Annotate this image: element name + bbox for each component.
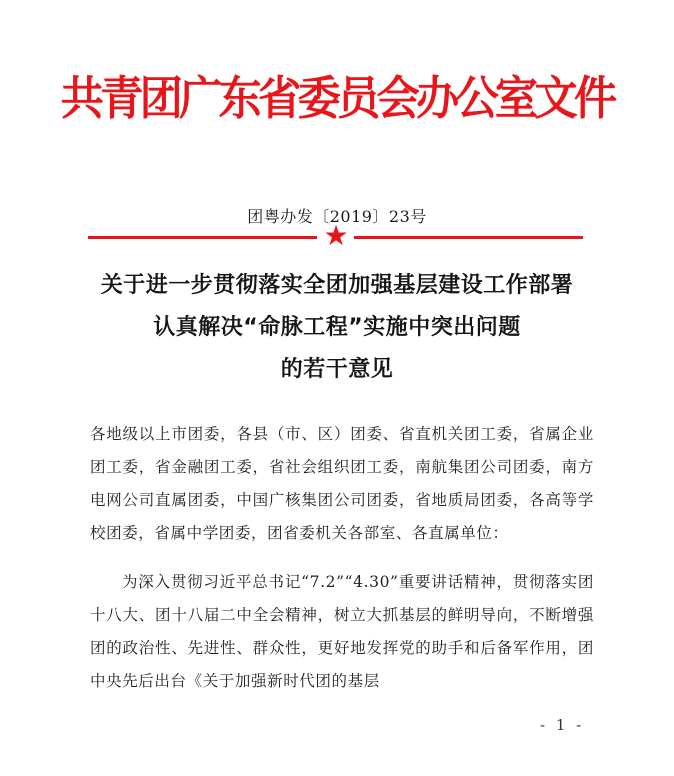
- document-masthead: 共青团广东省委员会办公室文件: [60, 71, 614, 125]
- recipients-paragraph: 各地级以上市团委，各县（市、区）团委、省直机关团工委，省属企业团工委，省金融团工委，省社会组织团工委，南航集团公司团委，南方电网公司直属团委，中国广核集团公司团委，省地质局团委，各高等学校团委，省属中学团委，团省委机关各部室、各直属单位：: [90, 425, 594, 542]
- red-star-icon: ★: [323, 219, 349, 252]
- document-title-line-1: 关于进一步贯彻落实全团加强基层建设工作部署: [100, 273, 574, 298]
- red-divider-right: [354, 236, 583, 239]
- body-paragraph-1: 为深入贯彻习近平总书记“7.2”“4.30”重要讲话精神，贯彻落实团十八大、团十八届二中全会精神，树立大抓基层的鲜明导向，不断增强团的政治性、先进性、群众性，更好地发挥党的助手和后备军作用，团中央先后出台《关于加强新时代团的基层: [90, 573, 594, 690]
- red-divider-left: [88, 236, 317, 239]
- page-number: - 1 -: [540, 716, 585, 734]
- document-title-line-2: 认真解决“命脉工程”实施中突出问题: [153, 315, 521, 340]
- document-number: 团粤办发〔2019〕23号: [247, 207, 427, 226]
- document-title-line-3: 的若干意见: [280, 357, 394, 382]
